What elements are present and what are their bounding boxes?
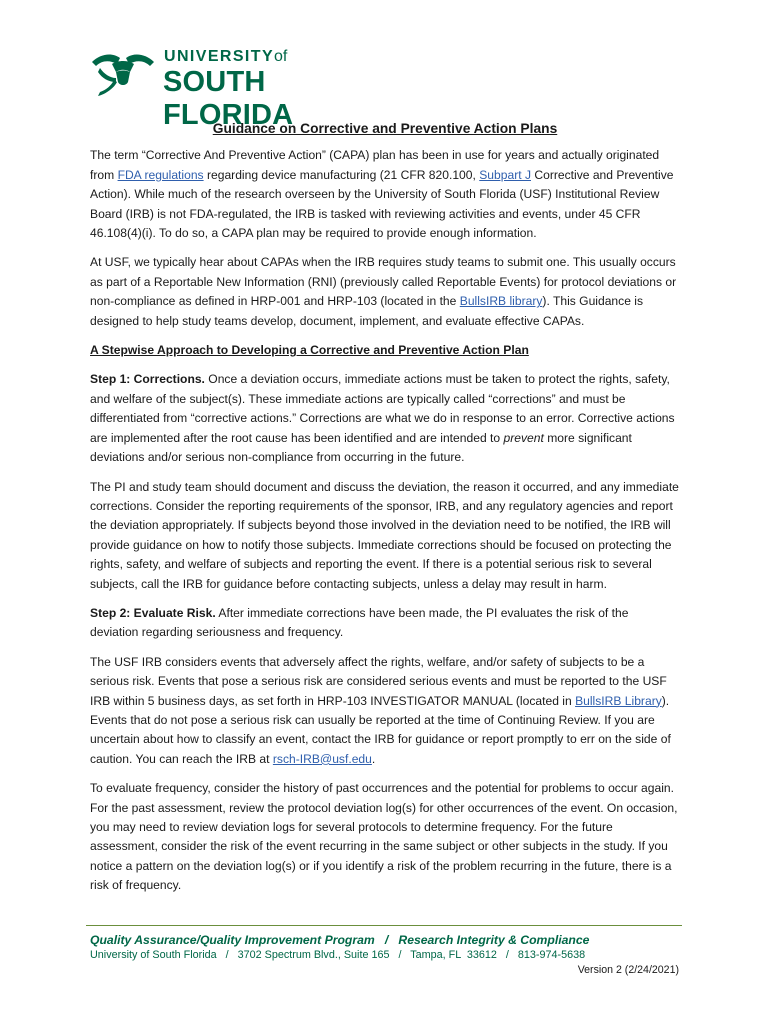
footer-program: Quality Assurance/Quality Improvement Program / Research Integrity & Compliance	[90, 933, 590, 947]
usf-capa-paragraph: At USF, we typically hear about CAPAs when the IRB requires study teams to submit one. This usually occurs as part of a Reportable New Information (RNI) (previously called Reportable Events) for protocol deviations or non-compliance as defined in HRP-001 and HRP-103 (located in the BullsIRB library). This Guidance is designed to help study teams develop, document, implement, and evaluate effective CAPAs.	[90, 255, 677, 328]
bullsirb-library-link[interactable]: BullsIRB library	[459, 294, 543, 309]
logo-south-florida-text: SOUTH FLORIDA	[163, 66, 294, 131]
usf-logo	[90, 46, 400, 131]
step1-paragraph: Step 1: Corrections. Once a deviation occurs, immediate actions must be taken to protect the rights, safety, and welfare of the subject(s). These immediate actions are typically called “corrections” and must be differentiated from “corrective actions.” Corrections are what we do in response to an error. Corrective actions are implemented after the root cause has been identified and are intended to prevent more significant deviations and/or serious non-compliance from occurring in the future.	[90, 372, 675, 465]
subpart-j-link[interactable]: Subpart J	[479, 167, 531, 182]
footer-divider	[86, 925, 682, 926]
capa-intro-paragraph: The term “Corrective And Preventive Action” (CAPA) plan has been in use for years and actually originated from FDA regulations regarding device manufacturing (21 CFR 820.100, Subpart J Corrective and Preventive Action). While much of the research overseen by the University of South Florida (USF) Institutional Review Board (IRB) is not FDA-regulated, the IRB is tasked with reviewing activities and events, under 45 CFR 46.108(4)(i). To do so, a CAPA plan may be required to provide enough information.	[90, 148, 674, 241]
step2-paragraph: Step 2: Evaluate Risk. After immediate corrections have been made, the PI evaluates the risk of the deviation regarding seriousness and frequency.	[90, 605, 629, 640]
bullsirb-library-link-2[interactable]: BullsIRB Library	[575, 693, 662, 708]
irb-email-link[interactable]: rsch-IRB@usf.edu	[272, 751, 372, 766]
pi-study-team-paragraph: The PI and study team should document and discuss the deviation, the reason it occurred, and any immediate corrections. Consider the reporting requirements of the sponsor, IRB, and any regulatory agencies and report the deviation appropriately. If subjects beyond those involved in the deviation need to be notified, the IRB will provide guidance on how to notify those subjects. Immediate corrections should be focused on protecting the rights, safety, and welfare of subjects and reporting the event. If there is a potential serious risk to several subjects, call the IRB for guidance before contacting subjects, unless a delay may result in harm.	[90, 479, 679, 591]
step2-label: Step 2: Evaluate Risk.	[90, 605, 216, 620]
footer-address: University of South Florida / 3702 Spectrum Blvd., Suite 165 / Tampa, FL 33612 / 813-974-5638	[90, 949, 586, 961]
frequency-paragraph: To evaluate frequency, consider the history of past occurrences and the potential for problems to occur again. For the past assessment, review the protocol deviation log(s) for other occurrences of the event. On occasion, you may need to review deviation logs for several protocols to determine frequency. For the future assessment, consider the risk of the event recurring in the same subject or other subjects in the study. If you notice a pattern on the deviation log(s) or if you identify a risk of the problem recurring in the future, there is a risk of frequency.	[90, 781, 678, 893]
fda-regulations-link[interactable]: FDA regulations	[117, 167, 204, 182]
document-body	[90, 119, 680, 906]
logo-university-text: UNIVERSITYof	[164, 48, 288, 65]
section-heading: A Stepwise Approach to Developing a Corrective and Preventive Action Plan	[90, 343, 529, 358]
usf-irb-serious-risk-paragraph: The USF IRB considers events that adversely affect the rights, welfare, and/or safety of subjects to be a serious risk. Events that pose a serious risk are considered serious events and must be reported to the USF IRB within 5 business days, as set forth in HRP-103 INVESTIGATOR MANUAL (located in BullsIRB Library). Events that do not pose a serious risk can usually be reported at the time of Continuing Review. If you are uncertain about how to classify an event, contact the IRB for guidance or report promptly to err on the side of caution. You can reach the IRB at rsch-IRB@usf.edu.	[90, 654, 671, 766]
step1-label: Step 1: Corrections.	[90, 372, 205, 387]
version-label: Version 2 (2/24/2021)	[577, 964, 679, 976]
bull-horns-icon	[90, 52, 156, 98]
document-title: Guidance on Corrective and Preventive Action Plans	[212, 121, 558, 136]
